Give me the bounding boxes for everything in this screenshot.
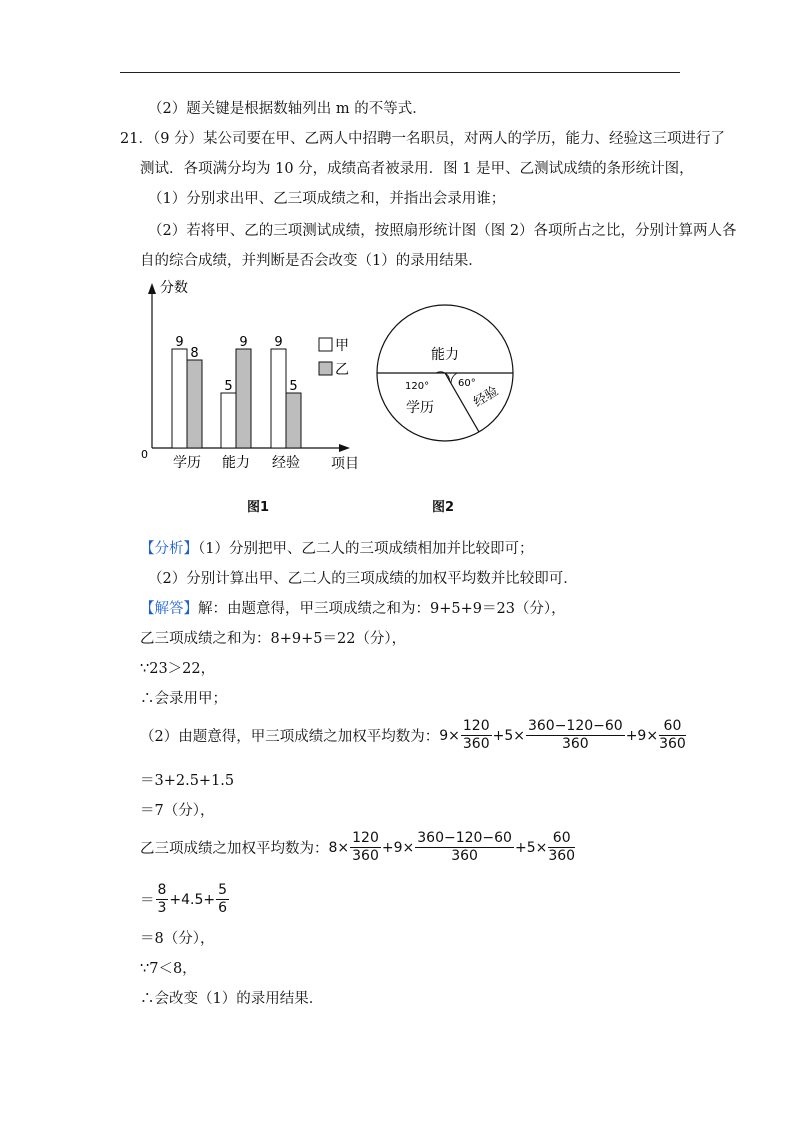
- equals-sign: ＝: [140, 893, 155, 909]
- jia-fraction-1: [461, 718, 492, 753]
- question-1: （1）分别求出甲、乙三项成绩之和，并指出会录用谁；: [148, 191, 506, 207]
- x-tick-label: 学历: [173, 455, 201, 471]
- yi-weighted-prefix: 乙三项成绩之加权平均数为：: [140, 841, 329, 857]
- solution-text-1: 解：由题意得，甲三项成绩之和为：9+5+9＝23（分），: [198, 601, 566, 617]
- question-2-line-2: 自的综合成绩，并判断是否会改变（1）的录用结果．: [140, 253, 483, 269]
- denominator: 360: [659, 736, 686, 752]
- yi-fraction-1: [350, 830, 381, 865]
- angle-arc: [451, 373, 457, 383]
- x-axis-label: 项目: [331, 456, 359, 472]
- yi-coef-1: 8×: [328, 839, 350, 856]
- pie-slice-label: 学历: [406, 400, 434, 416]
- denominator: 3: [157, 900, 167, 916]
- pie-slice-label: 能力: [431, 347, 459, 363]
- yi-coef-3: +5×: [514, 839, 548, 856]
- yi-fraction-2: [415, 830, 514, 865]
- solution-line-6: ＝3+2.5+1.5: [140, 773, 235, 789]
- jia-coef-1: 9×: [439, 727, 460, 744]
- bar: [286, 393, 301, 448]
- solution-line-4: ∴会录用甲；: [140, 691, 227, 707]
- bar-value-label: 5: [289, 379, 298, 394]
- jia-coef-2: +5×: [492, 727, 525, 744]
- numerator: 60: [659, 718, 686, 736]
- bar: [236, 349, 251, 448]
- yi-simplified-mid: +4.5+: [169, 891, 216, 908]
- solution-line-7: ＝7（分），: [140, 803, 215, 819]
- numerator: 120: [352, 830, 379, 846]
- solution-line-12: ∴会改变（1）的录用结果．: [140, 991, 324, 1007]
- x-tick-label: 经验: [272, 455, 300, 471]
- origin-label: 0: [141, 448, 148, 461]
- denominator: 360: [451, 848, 478, 864]
- header-rule: [120, 72, 680, 73]
- bar-chart: [130, 278, 370, 478]
- denominator: 6: [218, 900, 228, 916]
- yi-simplified-fraction-2: [216, 882, 229, 917]
- numerator: 120: [462, 718, 490, 734]
- numerator: 60: [548, 830, 575, 848]
- bar: [172, 349, 187, 448]
- yi-coef-2: +9×: [381, 839, 415, 856]
- prev-answer-line: （2）题关键是根据数轴列出 m 的不等式．: [148, 101, 427, 117]
- analysis-tag: 【分析】: [140, 541, 198, 557]
- figure-2-label: 图2: [432, 500, 455, 515]
- numerator: 360−120−60: [417, 830, 512, 846]
- numerator: 5: [218, 882, 228, 898]
- bar-value-label: 8: [190, 346, 199, 361]
- analysis-line-1: [140, 540, 533, 558]
- pie-slice-label: 经验: [471, 383, 502, 411]
- bar-value-label: 9: [175, 335, 184, 350]
- denominator: 360: [561, 736, 589, 752]
- jia-weighted-prefix: （2）由题意得，甲三项成绩之加权平均数为：: [140, 729, 440, 745]
- pie-chart: [372, 290, 518, 456]
- yi-simplified-line: [140, 882, 230, 917]
- legend-label: 乙: [335, 362, 349, 378]
- jia-coef-3: +9×: [625, 727, 659, 744]
- denominator: 360: [462, 736, 490, 752]
- figure-1-label: 图1: [247, 500, 270, 515]
- solution-line-11: ∵7＜8，: [140, 961, 197, 977]
- problem-header: 21．（9 分）某公司要在甲、乙两人中招聘一名职员，对两人的学历，能力、经验这三项进行了: [120, 131, 726, 147]
- solution-line-2: 乙三项成绩之和为：8+9+5＝22（分），: [140, 631, 407, 647]
- yi-fraction-3: [548, 830, 575, 865]
- analysis-text-1: （1）分别把甲、乙二人的三项成绩相加并比较即可；: [198, 541, 534, 557]
- angle-label: 120°: [405, 381, 430, 392]
- bar: [221, 393, 236, 448]
- yi-simplified-fraction-1: [156, 882, 169, 917]
- solution-line-10: ＝8（分），: [140, 931, 215, 947]
- analysis-line-2: （2）分别计算出甲、乙二人的三项成绩的加权平均数并比较即可．: [148, 571, 578, 587]
- denominator: 360: [352, 848, 379, 864]
- bar: [271, 349, 286, 448]
- yi-weighted-average-line: [140, 830, 576, 865]
- jia-fraction-2: [526, 718, 625, 753]
- legend-label: 甲: [335, 338, 349, 354]
- x-axis-arrow: [339, 444, 350, 452]
- y-axis-label: 分数: [160, 280, 188, 296]
- question-2-line-1: （2）若将甲、乙的三项测试成绩，按照扇形统计图（图 2）各项所占之比，分别计算两人各: [148, 223, 737, 239]
- bar-value-label: 5: [224, 379, 233, 394]
- solution-line-3: ∵23＞22，: [140, 661, 216, 677]
- solution-line-1: [140, 600, 566, 618]
- bar-value-label: 9: [274, 335, 283, 350]
- legend-swatch: [319, 362, 332, 375]
- bar-value-label: 9: [239, 335, 248, 350]
- bar: [187, 360, 202, 448]
- denominator: 360: [548, 848, 576, 864]
- legend-swatch: [319, 338, 332, 351]
- numerator: 8: [157, 882, 167, 898]
- y-axis-arrow: [148, 283, 156, 294]
- numerator: 360−120−60: [527, 718, 623, 734]
- angle-label: 60°: [458, 378, 476, 389]
- problem-line-2: 测试．各项满分均为 10 分，成绩高者被录用．图 1 是甲、乙测试成绩的条形统计图，: [140, 161, 694, 177]
- jia-fraction-3: [659, 718, 686, 753]
- solution-tag: 【解答】: [140, 601, 198, 617]
- jia-weighted-average-line: [140, 718, 687, 753]
- x-tick-label: 能力: [222, 455, 250, 471]
